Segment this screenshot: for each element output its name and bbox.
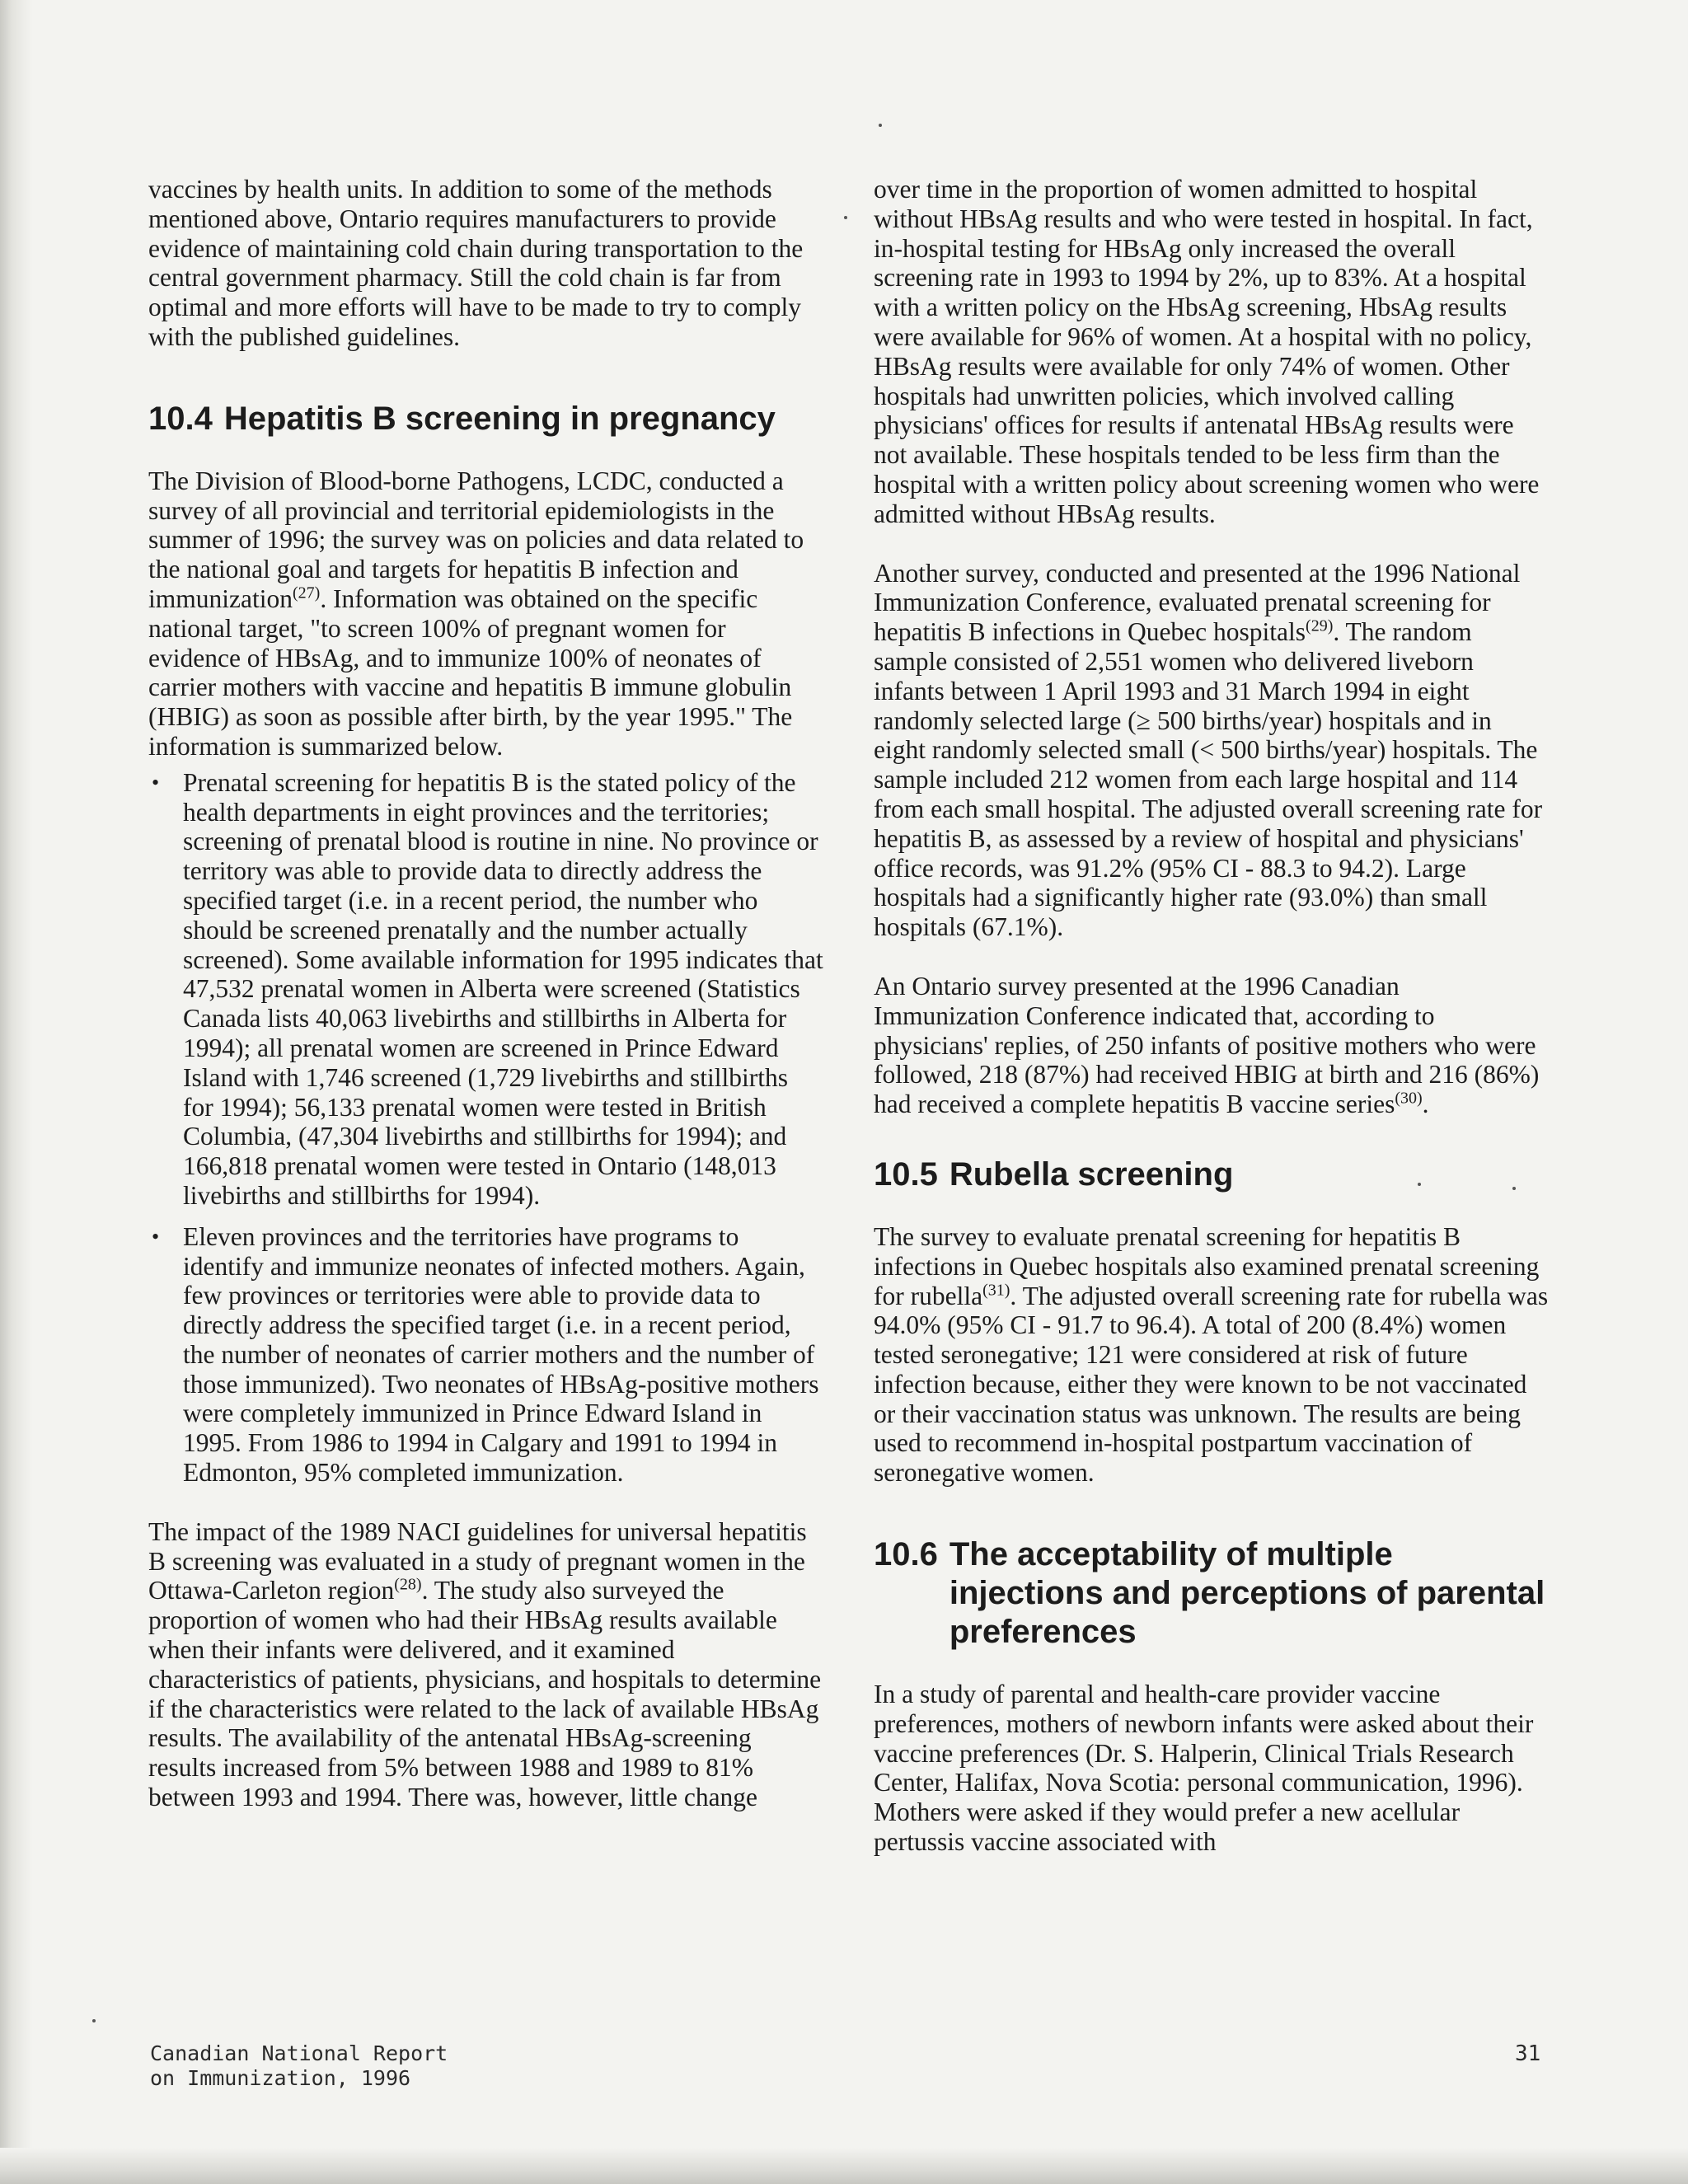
- paragraph-ontario-survey: [874, 972, 1550, 1119]
- left-column: [148, 175, 824, 1812]
- text-run: The impact of the 1989 NACI guidelines for universal hepatitis B screening was evaluated in a study of pregnant women in the Ottawa-Carleton region: [148, 1516, 807, 1605]
- text-run: Another survey, conducted and presented at the 1996 National Immunization Conference, evaluated prenatal screening for hepatitis B infections in Quebec hospitals: [874, 558, 1521, 647]
- text-run: . The random sample consisted of 2,551 women who delivered liveborn infants between 1 April 1993 and 31 March 1994 in eight randomly selected large (≥ 500 births/year) hospitals and in eight randomly selected small (< 500 births/year) hospitals. The sample included 212 women from each large hospital and 114 from each small hospital. The adjusted overall screening rate for hepatitis B, as assessed by a review of hospital and physicians' office records, was 91.2% (95% CI - 88.3 to 94.2). Large hospitals had a significantly higher rate (93.0%) than small hospitals (67.1%).: [874, 617, 1543, 942]
- page-number: 31: [1515, 2041, 1541, 2066]
- footer-publication: [150, 2041, 448, 2091]
- section-heading-10-5: [874, 1155, 1550, 1194]
- list-item: [148, 1222, 824, 1488]
- footer-line: Canadian National Report: [150, 2041, 448, 2065]
- reference-30: (30): [1395, 1089, 1423, 1108]
- bullet-icon: •: [152, 1224, 160, 1249]
- section-number: 10.4: [148, 400, 213, 437]
- section-number: 10.6: [874, 1536, 938, 1573]
- section-title: Hepatitis B screening in pregnancy: [223, 400, 776, 437]
- paragraph-hospital-testing: over time in the proportion of women admitted to hospital without HBsAg results and who were tested in hospital. In fact, in-hospital testing for HBsAg only increased the overall screening rate in 1993 to 1994 by 2%, up to 83%. At a hospital with a written policy on the HbsAg screening, HbsAg results were available for 96% of women. At a hospital with no policy, HBsAg results were available for only 74% of women. Other hospitals had unwritten policies, which involved calling physicians' offices for results if antenatal HBsAg results were not available. These hospitals tended to be less firm than the hospital with a written policy about screening women who were admitted without HBsAg results.: [874, 175, 1540, 528]
- right-column: [874, 175, 1550, 1857]
- section-title: Rubella screening: [949, 1155, 1234, 1193]
- scan-shadow-left: [0, 0, 33, 2184]
- list-item-text: Eleven provinces and the territories have programs to identify and immunize neonates of infected mothers. Again, few provinces or territories were able to provide data to directly address the specified target (i.e. in a recent period, the number of neonates of carrier mothers and the number of those immunized). Two neonates of HBsAg-positive mothers were completely immunized in Prince Edward Island in 1995. From 1986 to 1994 in Calgary and 1991 to 1994 in Edmonton, 95% completed immunization.: [183, 1221, 819, 1488]
- reference-28: (28): [394, 1575, 422, 1594]
- footer-line: on Immunization, 1996: [150, 2066, 411, 2090]
- section-number: 10.5: [874, 1155, 938, 1193]
- bullet-icon: •: [152, 770, 160, 794]
- scan-speck: [844, 216, 847, 219]
- reference-27: (27): [292, 583, 321, 602]
- text-run: . The study also surveyed the proportion of women who had their HBsAg results available when their infants were delivered, and it examined characteristics of patients, physicians, and hospitals to determine if the characteristics were related to the lack of available HBsAg results. The availability of the antenatal HBsAg-screening results increased from 5% between 1988 and 1989 to 81% between 1993 and 1994. There was, however, little change: [148, 1576, 822, 1812]
- scan-speck: [92, 2019, 96, 2022]
- list-item-text: Prenatal screening for hepatitis B is the stated policy of the health departments in eight provinces and the territories; screening of prenatal blood is routine in nine. No province or territory was able to provide data to directly address the specified target (i.e. in a recent period, the number who should be screened prenatally and the number actually screened). Some available information for 1995 indicates that 47,532 prenatal women in Alberta were screened (Statistics Canada lists 40,063 livebirths and stillbirths in Alberta for 1994); all prenatal women are screened in Prince Edward Island with 1,746 screened (1,729 livebirths and stillbirths for 1994); 56,133 prenatal women were tested in British Columbia, (47,304 livebirths and stillbirths for 1994); and 166,818 prenatal women were tested in Ontario (148,013 livebirths and stillbirths for 1994).: [183, 767, 823, 1210]
- list-item: [148, 768, 824, 1211]
- text-run: The survey to evaluate prenatal screening for hepatitis B infections in Quebec hospitals also examined prenatal screening for rubella: [874, 1221, 1540, 1310]
- text-run: The Division of Blood-borne Pathogens, LCDC, conducted a survey of all provincial and territorial epidemiologists in the summer of 1996; the survey was on policies and data related to the national goal and targets for hepatitis B infection and immunization: [148, 466, 804, 613]
- paragraph-naci-impact: [148, 1517, 824, 1812]
- paragraph-quebec-survey: [874, 559, 1550, 942]
- section-heading-10-4: [148, 400, 824, 438]
- text-run: .: [1422, 1090, 1429, 1119]
- paragraph-cold-chain: vaccines by health units. In addition to some of the methods mentioned above, Ontario requires manufacturers to provide evidence of maintaining cold chain during transportation to the central government pharmacy. Still the cold chain is far from optimal and more efforts will have to be made to try to comply with the published guidelines.: [148, 175, 804, 351]
- reference-31: (31): [982, 1281, 1010, 1299]
- scan-speck: [879, 124, 882, 127]
- scan-shadow-bottom: [0, 2148, 1688, 2184]
- reference-29: (29): [1306, 616, 1334, 635]
- paragraph-lcdc-survey: [148, 466, 824, 762]
- section-heading-10-6: [874, 1535, 1550, 1652]
- paragraph-parental-preferences: In a study of parental and health-care provider vaccine preferences, mothers of newborn infants were asked about their vaccine preferences (Dr. S. Halperin, Clinical Trials Research Center, Halifax, Nova Scotia: personal communication, 1996). Mothers were asked if they would prefer a new acellular pertussis vaccine associated with: [874, 1680, 1534, 1857]
- text-run: . Information was obtained on the specific national target, "to screen 100% of pregnant women for evidence of HBsAg, and to immunize 100% of neonates of carrier mothers with vaccine and hepatitis B immune globulin (HBIG) as soon as possible after birth, by the year 1995." The information is summarized below.: [148, 583, 793, 761]
- text-run: . The adjusted overall screening rate for rubella was 94.0% (95% CI - 91.7 to 96.4). A total of 200 (8.4%) women tested seronegative; 121 were considered at risk of future infection because, either they were known to be not vaccinated or their vaccination status was unknown. The results are being used to recommend in-hospital postpartum vaccination of seronegative women.: [874, 1281, 1549, 1488]
- section-title: The acceptability of multiple injections and perceptions of parental preferences: [949, 1536, 1545, 1651]
- text-run: An Ontario survey presented at the 1996 Canadian Immunization Conference indicated that, according to physicians' replies, of 250 infants of positive mothers who were followed, 218 (87%) had received HBIG at birth and 216 (86%) had received a complete hepatitis B vaccine series: [874, 971, 1540, 1119]
- paragraph-rubella: [874, 1222, 1550, 1488]
- bullet-list: [148, 768, 824, 1488]
